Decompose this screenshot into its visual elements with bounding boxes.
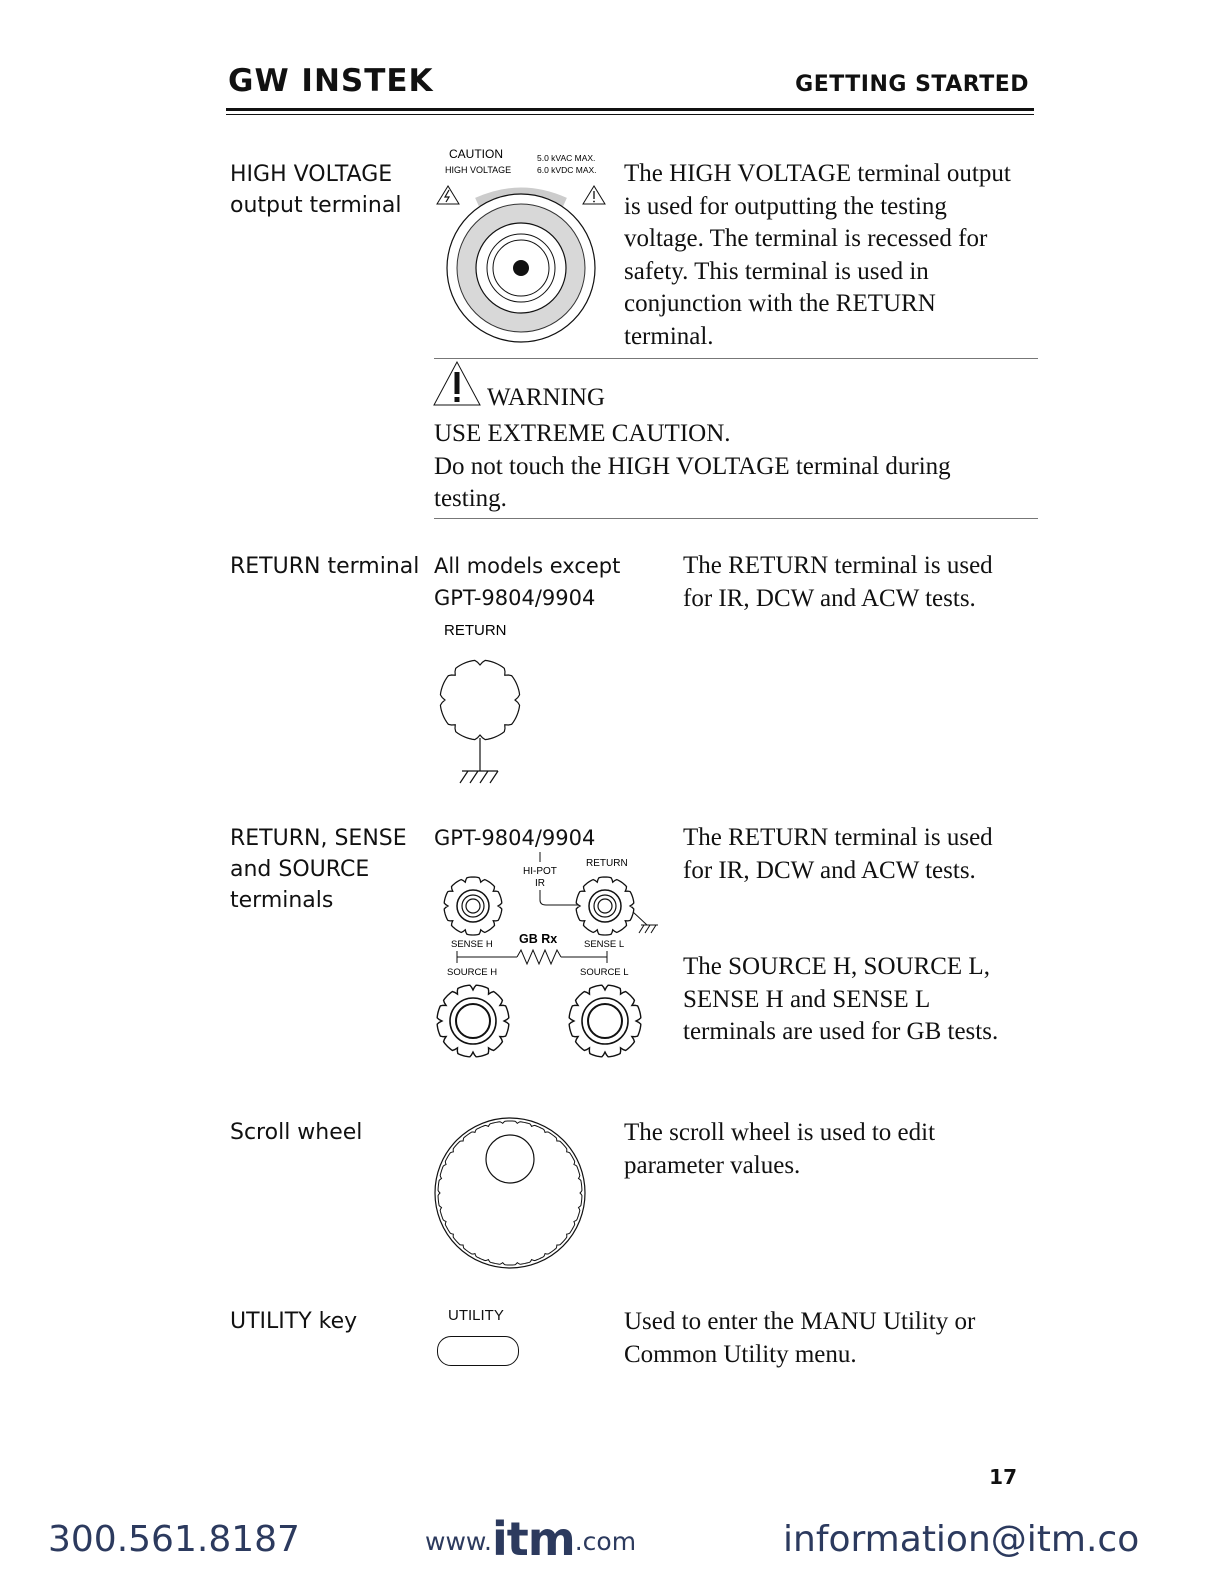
warning-top-rule bbox=[434, 358, 1038, 359]
scroll-wheel-figure bbox=[432, 1115, 592, 1275]
warning-title: WARNING bbox=[487, 384, 606, 411]
sense-h-text: SENSE H bbox=[451, 939, 493, 950]
sense-h-knob bbox=[444, 877, 502, 935]
sense-source-figure bbox=[432, 850, 662, 1065]
utility-key-figure bbox=[437, 1336, 519, 1366]
source-l-text: SOURCE L bbox=[580, 967, 629, 978]
subtitle-gpt-9804: GPT-9804/9904 bbox=[434, 826, 596, 850]
return-small-text: RETURN bbox=[586, 858, 628, 869]
label-return-terminal: RETURN terminal bbox=[230, 554, 420, 579]
return-figure-label: RETURN bbox=[444, 622, 507, 639]
warning-line-2: Do not touch the HIGH VOLTAGE terminal during testing. bbox=[434, 452, 951, 512]
label-return-sense-source: RETURN, SENSE and SOURCE terminals bbox=[230, 826, 407, 913]
desc-scroll-wheel: The scroll wheel is used to edit parameter values. bbox=[624, 1119, 936, 1179]
subtitle-all-models: All models except GPT-9804/9904 bbox=[434, 554, 621, 610]
sense-l-text: SENSE L bbox=[584, 939, 625, 950]
warning-body bbox=[434, 418, 1034, 516]
kvdc-text: 6.0 kVDC MAX. bbox=[537, 165, 597, 175]
caution-text: CAUTION bbox=[449, 147, 503, 161]
return-terminal-figure bbox=[432, 616, 552, 791]
brand-logo: GW INSTEK bbox=[228, 63, 434, 99]
ir-text: IR bbox=[535, 878, 545, 889]
hipot-text: HI-POT bbox=[523, 866, 557, 877]
source-h-text: SOURCE H bbox=[447, 967, 498, 978]
warning-bottom-rule bbox=[434, 518, 1038, 519]
desc-utility-key: Used to enter the MANU Utility or Common Utility menu. bbox=[624, 1308, 976, 1368]
footer-web-suffix: .com bbox=[574, 1527, 637, 1556]
source-h-knob bbox=[437, 985, 509, 1057]
section-title: GETTING STARTED bbox=[795, 72, 1029, 97]
desc-return-terminal: The RETURN terminal is used for IR, DCW and ACW tests. bbox=[683, 552, 993, 612]
high-voltage-terminal-figure bbox=[432, 144, 612, 344]
source-l-knob bbox=[569, 985, 641, 1057]
header-rule-thin bbox=[226, 114, 1034, 115]
caution-triangle-icon bbox=[583, 186, 605, 204]
label-scroll-wheel: Scroll wheel bbox=[230, 1120, 363, 1145]
desc-return-sense-source-2: The SOURCE H, SOURCE L, SENSE H and SENSE L terminals are used for GB tests. bbox=[683, 953, 999, 1045]
footer-web-brand: itm bbox=[492, 1512, 575, 1566]
warning-icon bbox=[432, 360, 484, 408]
header-rule bbox=[226, 108, 1034, 111]
gb-rx-text: GB Rx bbox=[519, 932, 558, 946]
footer-website bbox=[425, 1512, 637, 1566]
return-knob-small bbox=[576, 877, 634, 935]
return-knob bbox=[440, 660, 519, 739]
desc-return-sense-source-1: The RETURN terminal is used for IR, DCW and ACW tests. bbox=[683, 824, 993, 884]
warning-line-1: USE EXTREME CAUTION. bbox=[434, 420, 731, 447]
label-high-voltage: HIGH VOLTAGE output terminal bbox=[230, 162, 402, 218]
label-utility-key: UTILITY key bbox=[230, 1309, 358, 1334]
footer-phone: 300.561.8187 bbox=[48, 1519, 300, 1560]
footer-web-prefix: www. bbox=[425, 1527, 492, 1556]
high-voltage-small-text: HIGH VOLTAGE bbox=[445, 165, 512, 175]
kvac-text: 5.0 kVAC MAX. bbox=[537, 153, 596, 163]
footer-email: information@itm.co bbox=[783, 1519, 1140, 1560]
desc-high-voltage: The HIGH VOLTAGE terminal output is used for outputting the testing voltage. The terminal is recessed for safety. This terminal is used in conjunction with the RETURN terminal. bbox=[624, 160, 1011, 350]
utility-figure-label: UTILITY bbox=[448, 1307, 504, 1324]
page-number: 17 bbox=[989, 1465, 1017, 1489]
lightning-warning-icon bbox=[437, 186, 459, 204]
